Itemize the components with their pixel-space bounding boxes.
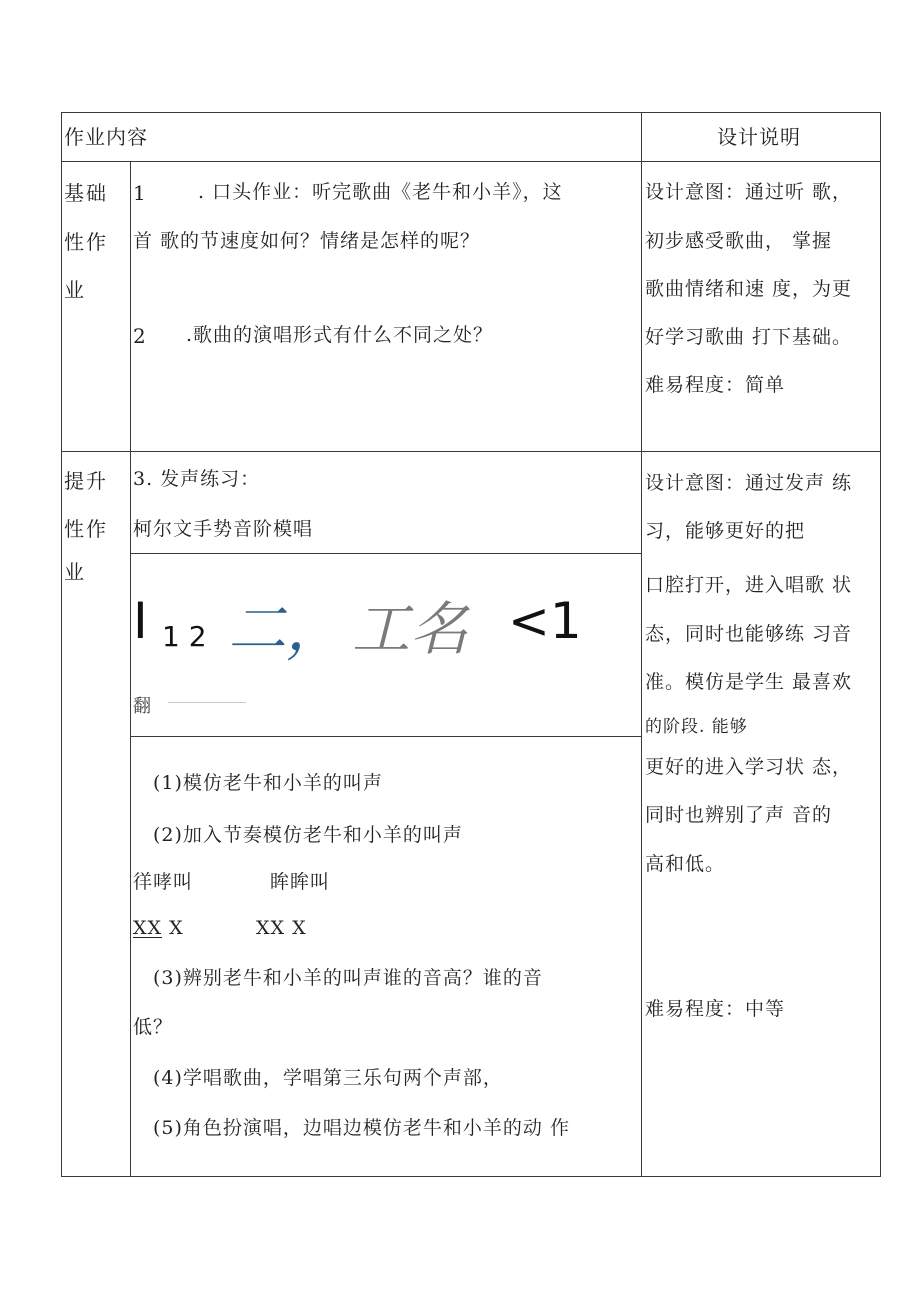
exercise-subtitle: 柯尔文手势音阶模唱	[133, 518, 314, 540]
table-border-header-bottom	[61, 161, 881, 162]
basic-item2-text: .歌曲的演唱形式有什么不同之处？	[186, 324, 494, 346]
step-3-line-2: 低？	[133, 1016, 174, 1038]
table-border-label-column	[130, 161, 131, 1177]
hand-sign-tail: <1	[508, 592, 582, 650]
advanced-row-label-1: 提升	[64, 469, 108, 493]
basic-item1-line2: 首 歌的节速度如何？情绪是怎样的呢？	[133, 230, 481, 252]
advanced-design-line-8: 同时也辨别了声 音的	[645, 804, 833, 826]
hand-sign-gray-glyph: 工名	[352, 595, 469, 663]
basic-item1-line1: . 口头作业：听完歌曲《老牛和小羊》，这	[198, 181, 563, 203]
table-border-row-divider	[61, 451, 881, 452]
table-border-design-column	[641, 112, 642, 1177]
rhythm-right: XX X	[256, 917, 307, 939]
basic-row-label-1: 基础	[64, 181, 108, 205]
basic-design-line-4: 好学习歌曲 打下基础。	[645, 326, 853, 348]
basic-design-line-1: 设计意图：通过听 歌，	[645, 181, 853, 203]
hand-sign-caption: 翻	[133, 696, 151, 717]
basic-design-line-3: 歌曲情绪和速 度，为更	[645, 278, 853, 300]
hand-sign-numbers: 1 2	[162, 620, 207, 653]
step-5: (5)角色扮演唱，边唱边模仿老牛和小羊的动 作	[153, 1117, 570, 1139]
table-border-top	[61, 112, 881, 113]
sound-left: 徉哮叫	[133, 871, 194, 893]
basic-row-label-3: 业	[64, 278, 86, 302]
basic-item2-number: 2	[133, 324, 147, 348]
sound-right: 眸眸叫	[270, 871, 331, 893]
hand-sign-bar: I	[133, 592, 148, 650]
exercise-title: 3. 发声练习：	[133, 468, 261, 490]
step-3-line-1: (3)辨别老牛和小羊的叫声谁的音高？谁的音	[153, 967, 543, 989]
advanced-design-line-9: 高和低。	[645, 853, 726, 875]
advanced-design-line-3: 口腔打开，进入唱歌 状	[645, 574, 853, 596]
subcell-divider-handsign-bottom	[130, 736, 641, 737]
basic-design-line-5: 难易程度：简单	[645, 374, 786, 396]
advanced-design-line-2: 习，能够更好的把	[645, 520, 806, 542]
advanced-row-label-2: 性作	[64, 517, 108, 541]
header-design-label: 设计说明	[717, 125, 801, 149]
hand-sign-blue-glyph: 二，	[228, 595, 345, 663]
rhythm-left-underlined: XX	[133, 917, 163, 939]
basic-item1-number: 1	[133, 181, 147, 205]
table-border-right	[880, 112, 881, 1177]
header-content-label: 作业内容	[64, 125, 148, 149]
step-2: (2)加入节奏模仿老牛和小羊的叫声	[153, 824, 463, 846]
hand-sign-caption-rule	[168, 702, 246, 703]
basic-row-label-2: 性作	[64, 230, 108, 254]
advanced-design-line-7: 更好的进入学习状 态，	[645, 756, 853, 778]
table-border-left	[61, 112, 62, 1177]
step-4: (4)学唱歌曲，学唱第三乐句两个声部，	[153, 1067, 503, 1089]
step-1: (1)模仿老牛和小羊的叫声	[153, 772, 383, 794]
basic-design-line-2: 初步感受歌曲， 掌握	[645, 230, 833, 252]
advanced-design-line-5: 准。模仿是学生 最喜欢	[645, 671, 853, 693]
subcell-divider-handsign-top	[130, 553, 641, 554]
advanced-design-line-6: 的阶段. 能够	[645, 717, 748, 737]
advanced-design-line-4: 态，同时也能够练 习音	[645, 623, 853, 645]
rhythm-left-single: X	[162, 917, 184, 939]
advanced-difficulty: 难易程度：中等	[645, 998, 786, 1020]
advanced-row-label-3: 业	[64, 560, 86, 584]
advanced-design-line-1: 设计意图：通过发声 练	[645, 472, 853, 494]
table-border-bottom	[61, 1176, 881, 1177]
rhythm-left	[133, 919, 184, 938]
